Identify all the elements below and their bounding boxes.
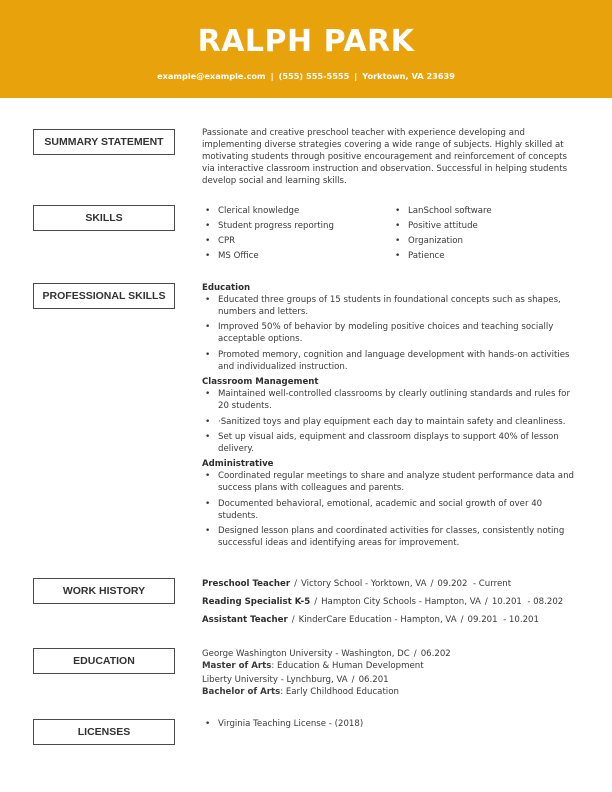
list-item: • Documented behavioral, emotional, academic and social growth of over 40 students.: [202, 498, 582, 522]
list-item: • Promoted memory, cognition and language development with hands-on activities and individualized instruction.: [202, 349, 582, 373]
degree-field: Education & Human Development: [277, 661, 424, 671]
graduation-date: 06.201: [358, 675, 389, 685]
job-entry: Reading Specialist K-5 / Hampton City Schools - Hampton, VA / 10.201 - 08.202: [202, 597, 564, 607]
licenses-list: [202, 718, 582, 730]
skills-column-right: [392, 205, 582, 265]
contact-line: [0, 70, 612, 82]
skill-item: • LanSchool software: [392, 205, 582, 217]
skill-item: • CPR: [202, 235, 392, 247]
list-item: • Coordinated regular meetings to share and analyze student performance data and success plans with colleagues and parents.: [202, 470, 582, 494]
degree-type: Bachelor of Arts: [202, 687, 281, 697]
skill-item: • Organization: [392, 235, 582, 247]
location: Yorktown, VA 23639: [362, 71, 455, 81]
skill-item: • Clerical knowledge: [202, 205, 392, 217]
education-list: [202, 648, 582, 698]
school-name: Liberty University - Lynchburg, VA: [202, 675, 348, 685]
graduation-date: 06.202: [420, 649, 451, 659]
degree-field: Early Childhood Education: [285, 687, 399, 697]
section-label-licenses: LICENSES: [33, 719, 175, 745]
resume-header: [0, 0, 612, 98]
phone: (555) 555-5555: [278, 71, 350, 81]
summary-text: Passionate and creative preschool teacher with experience developing and implementing diverse strategies covering a wide range of subjects. Highly skilled at motivating students through positive encouragement and reinforcement of concepts via interactive classroom instruction and observation. Successful in helping students develop social and learning skills.: [202, 128, 568, 186]
candidate-name: RALPH PARK: [197, 24, 415, 59]
email: example@example.com: [157, 71, 266, 81]
list-item: • Educated three groups of 15 students in foundational concepts such as shapes, numbers and letters.: [202, 294, 582, 318]
separator: |: [270, 71, 274, 81]
work-history-list: [202, 578, 582, 632]
section-label-education: EDUCATION: [33, 648, 175, 674]
skill-group-list: [202, 470, 582, 549]
skill-item: • Student progress reporting: [202, 220, 392, 232]
skill-item: • Positive attitude: [392, 220, 582, 232]
education-school-line: George Washington University - Washington, DC / 06.202: [202, 649, 451, 659]
section-label-professional-skills: PROFESSIONAL SKILLS: [33, 283, 175, 309]
license-item: • Virginia Teaching License - (2018): [202, 718, 582, 730]
education-degree-line: Master of Arts: Education & Human Development: [202, 661, 424, 671]
job-entry: Preschool Teacher / Victory School - Yorktown, VA / 09.202 - Current: [202, 579, 512, 589]
list-item: • Designed lesson plans and coordinated activities for classes, consistently noting successful ideas and identifying areas for improvement.: [202, 525, 582, 549]
job-dates: 09.201 - 10.201: [467, 615, 539, 625]
list-item: • Maintained well-controlled classrooms by clearly outlining standards and rules for 20 students.: [202, 388, 582, 412]
job-title: Assistant Teacher: [202, 615, 288, 625]
job-entry: Assistant Teacher / KinderCare Education - Hampton, VA / 09.201 - 10.201: [202, 615, 539, 625]
skill-group-title: Classroom Management: [202, 377, 319, 388]
degree-type: Master of Arts: [202, 661, 272, 671]
job-title: Preschool Teacher: [202, 579, 291, 589]
education-school-line: Liberty University - Lynchburg, VA / 06.201: [202, 675, 389, 685]
skill-group-list: [202, 388, 582, 455]
job-employer: Hampton City Schools - Hampton, VA: [321, 597, 481, 607]
job-title: Reading Specialist K-5: [202, 597, 311, 607]
skills-column-left: [202, 205, 392, 265]
list-item: • ·Sanitized toys and play equipment each day to maintain safety and cleanliness.: [202, 416, 582, 428]
skill-group-title: Administrative: [202, 459, 274, 470]
section-label-summary: SUMMARY STATEMENT: [33, 129, 175, 155]
skills-list: [202, 205, 582, 265]
job-dates: 10.201 - 08.202: [491, 597, 564, 607]
job-employer: Victory School - Yorktown, VA: [300, 579, 427, 589]
job-employer: KinderCare Education - Hampton, VA: [298, 615, 457, 625]
skill-item: • Patience: [392, 250, 582, 262]
school-name: George Washington University - Washington, DC: [202, 649, 410, 659]
education-degree-line: Bachelor of Arts: Early Childhood Education: [202, 687, 399, 697]
list-item: • Set up visual aids, equipment and classroom displays to support 40% of lesson delivery.: [202, 431, 582, 455]
professional-skills-content: [202, 282, 582, 553]
skill-item: • MS Office: [202, 250, 392, 262]
job-dates: 09.202 - Current: [437, 579, 512, 589]
section-label-work-history: WORK HISTORY: [33, 578, 175, 604]
section-label-skills: SKILLS: [33, 205, 175, 231]
list-item: • Improved 50% of behavior by modeling positive choices and teaching socially acceptable options.: [202, 321, 582, 345]
separator: |: [354, 71, 358, 81]
skill-group-title: Education: [202, 283, 251, 293]
license-list: [202, 718, 582, 730]
skill-group-list: [202, 294, 582, 373]
